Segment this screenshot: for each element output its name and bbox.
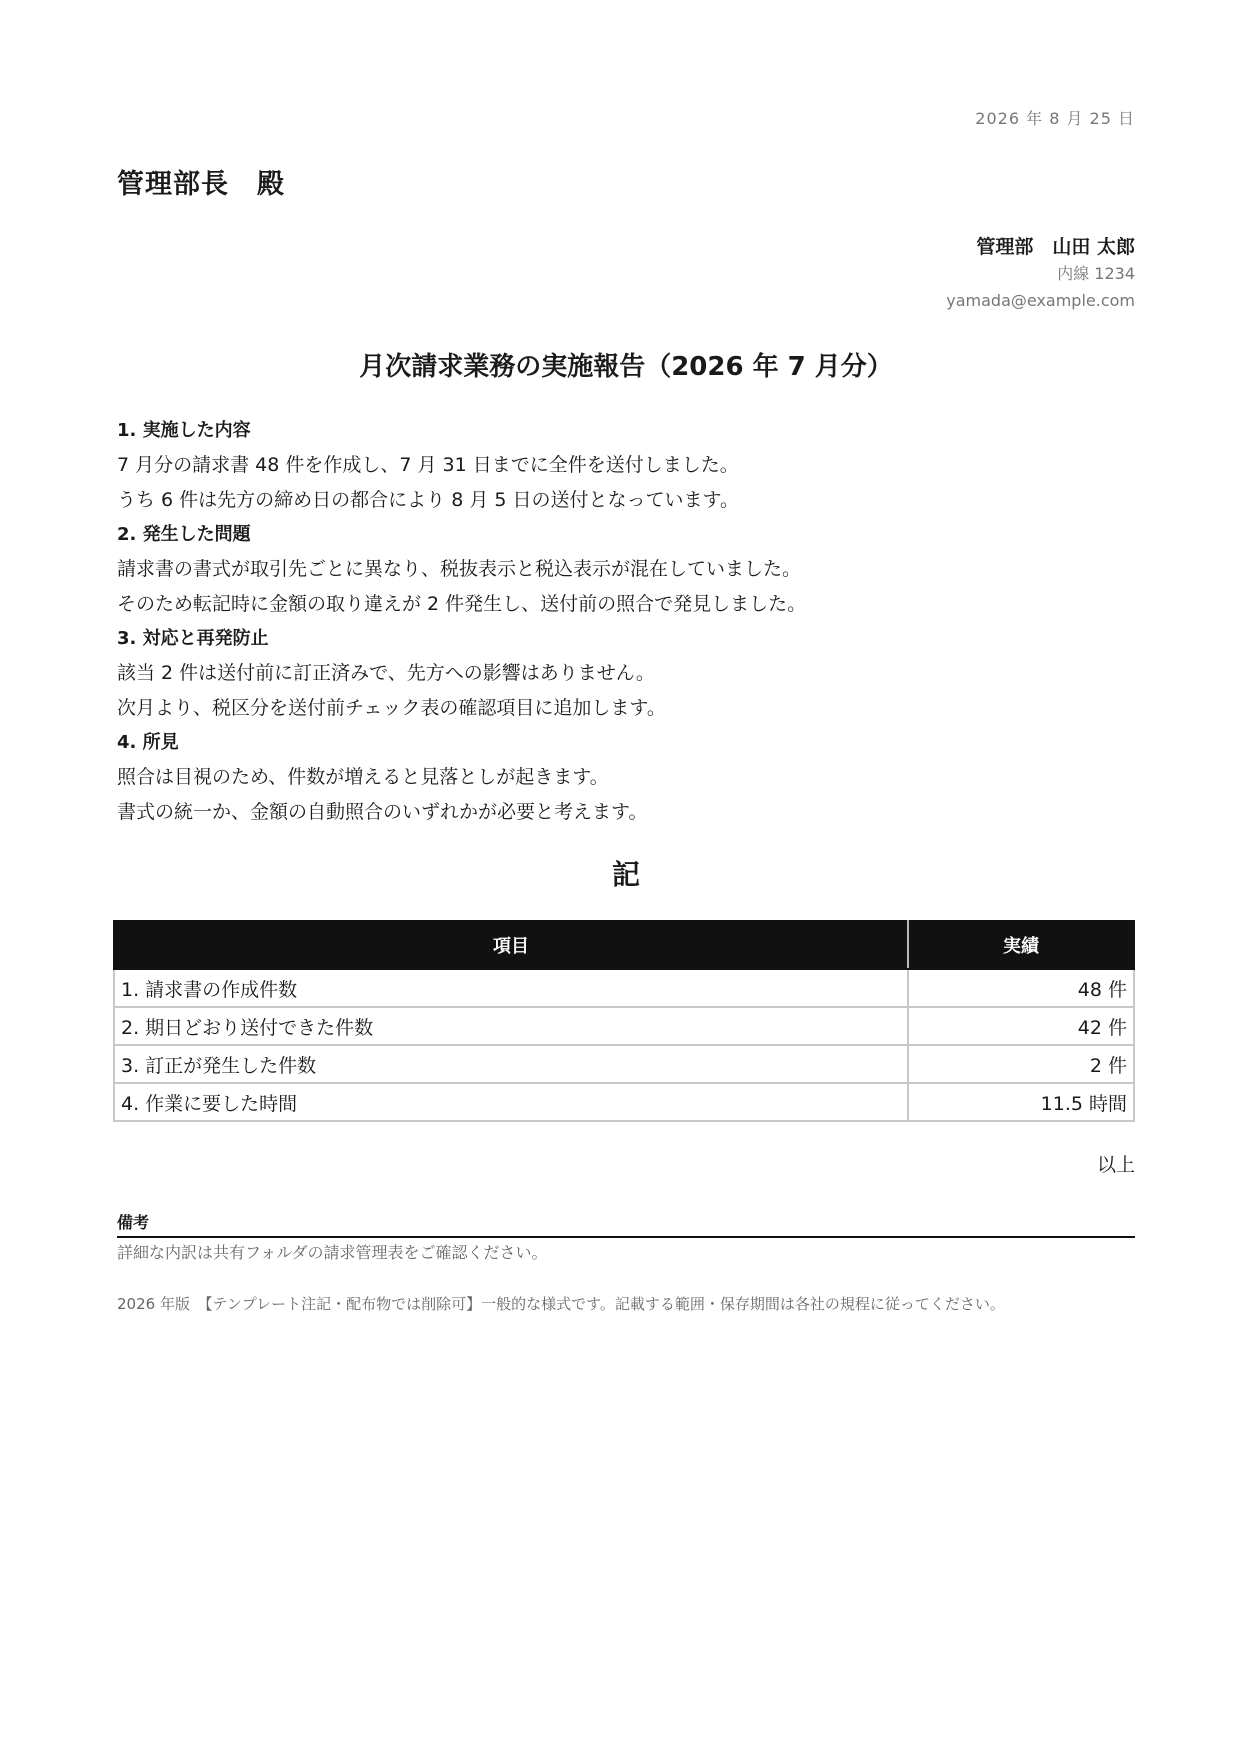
ki-heading: 記 (611, 858, 640, 891)
summary-table (113, 920, 1135, 1122)
sender-extension: 内線 1234 (1057, 264, 1135, 283)
section-line: 該当 2 件は送付前に訂正済みで、先方への影響はありません。 (117, 662, 655, 684)
sender-block (946, 234, 1135, 314)
table-row (114, 1045, 1134, 1083)
section-line: 次月より、税区分を送付前チェック表の確認項目に追加します。 (117, 697, 666, 719)
document-title: 月次請求業務の実施報告（2026 年 7 月分） (359, 352, 893, 382)
row-item: 3. 訂正が発生した件数 (114, 1045, 908, 1083)
section-heading: 2. 発生した問題 (117, 524, 251, 545)
document-date: 2026 年 8 月 25 日 (975, 109, 1135, 128)
section-heading: 1. 実施した内容 (117, 420, 251, 441)
row-item: 2. 期日どおり送付できた件数 (114, 1007, 908, 1045)
remarks-text: 詳細な内訳は共有フォルダの請求管理表をご確認ください。 (117, 1243, 548, 1262)
header-item: 項目 (114, 921, 908, 969)
table-header-row (114, 921, 1134, 969)
header-result: 実績 (908, 921, 1134, 969)
row-item: 1. 請求書の作成件数 (114, 969, 908, 1007)
sender-name: 管理部 山田 太郎 (976, 236, 1135, 258)
row-value: 42 件 (908, 1007, 1134, 1045)
section-line: 7 月分の請求書 48 件を作成し、7 月 31 日までに全件を送付しました。 (117, 454, 739, 476)
section-heading: 4. 所見 (117, 732, 179, 753)
section-line: 照合は目視のため、件数が増えると見落としが起きます。 (117, 766, 609, 788)
closing-mark: 以上 (1096, 1154, 1135, 1176)
sender-email: yamada@example.com (946, 291, 1135, 310)
remarks-divider (117, 1236, 1135, 1238)
section-line: そのため転記時に金額の取り違えが 2 件発生し、送付前の照合で発見しました。 (117, 593, 807, 615)
table-row (114, 1007, 1134, 1045)
row-value: 11.5 時間 (908, 1083, 1134, 1121)
row-item: 4. 作業に要した時間 (114, 1083, 908, 1121)
report-sections (117, 414, 1135, 830)
template-footnote: 2026 年版 【テンプレート注記・配布物では削除可】一般的な様式です。記載する範囲・保存期間は各社の規程に従ってください。 (117, 1295, 1005, 1313)
section-line: 請求書の書式が取引先ごとに異なり、税抜表示と税込表示が混在していました。 (117, 558, 802, 580)
section-line: 書式の統一か、金額の自動照合のいずれかが必要と考えます。 (117, 801, 648, 823)
addressee: 管理部長 殿 (117, 169, 285, 200)
section-line: うち 6 件は先方の締め日の都合により 8 月 5 日の送付となっています。 (117, 489, 739, 511)
document-page (117, 0, 1135, 1754)
section-heading: 3. 対応と再発防止 (117, 628, 269, 649)
row-value: 48 件 (908, 969, 1134, 1007)
remarks-label: 備考 (117, 1213, 150, 1232)
table-row (114, 1083, 1134, 1121)
table-row (114, 969, 1134, 1007)
row-value: 2 件 (908, 1045, 1134, 1083)
